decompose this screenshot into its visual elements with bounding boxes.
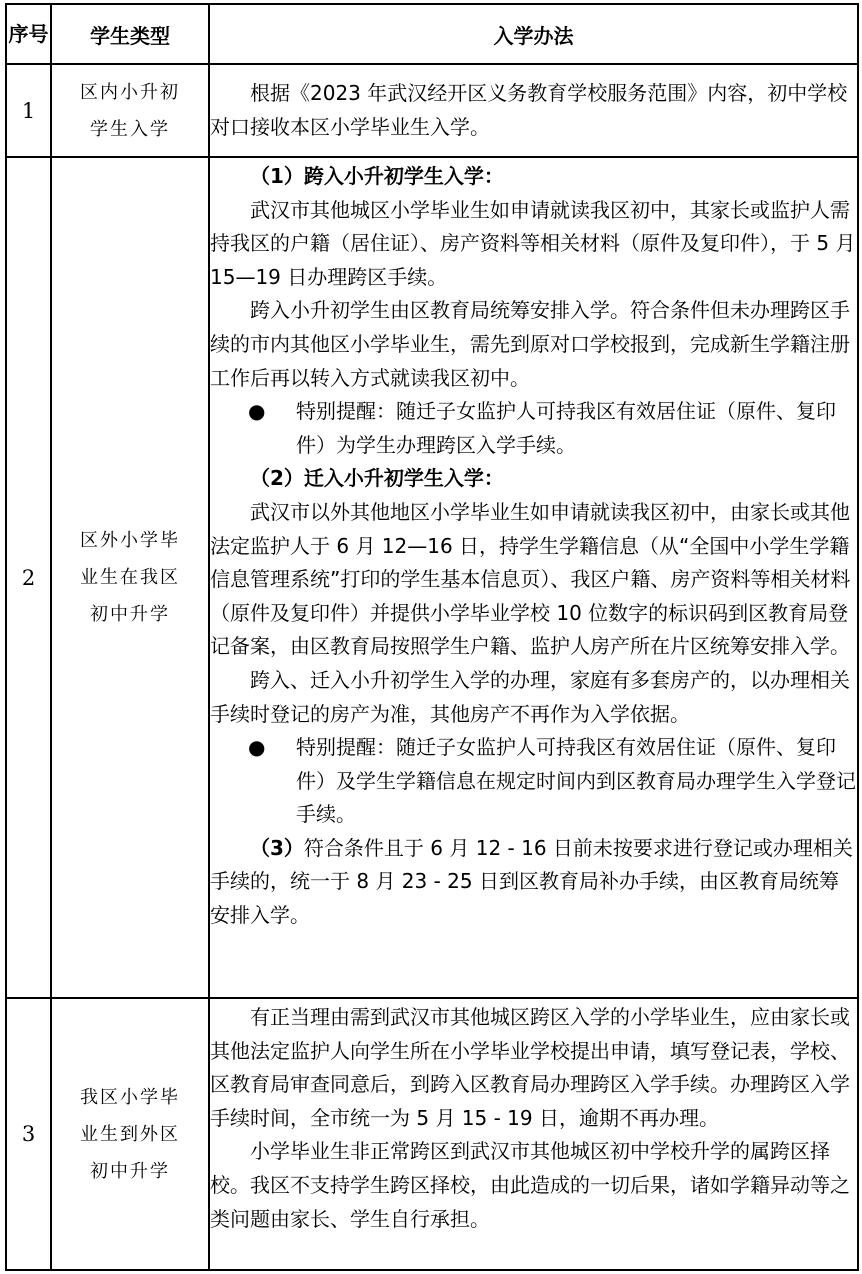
paragraph: 跨入小升初学生由区教育局统筹安排入学。符合条件但未办理跨区手续的市内其他区小学毕业生，需先到原对口学校报到，完成新生学籍注册工作后再以转入方式就读我区初中。: [210, 298, 850, 390]
student-type-line: 区内小升初: [80, 81, 180, 103]
student-type-line: 我区小学毕: [80, 1086, 180, 1108]
bullet-dot: ●: [248, 399, 266, 424]
method-cell: [209, 64, 858, 157]
bullet-item: [210, 731, 857, 832]
bullet-dot: ●: [248, 735, 266, 760]
table-row: [6, 157, 858, 998]
section-number: （3）: [250, 835, 304, 860]
row-number: 2: [6, 157, 51, 998]
bullet-text: 特别提醒：随迁子女监护人可持我区有效居住证（原件、复印件）及学生学籍信息在规定时间内到区教育局办理学生入学登记手续。: [296, 735, 856, 827]
enrollment-table: [5, 3, 859, 1271]
method-cell: [209, 157, 858, 998]
paragraph: 有正当理由需到武汉市其他城区跨区入学的小学毕业生，应由家长或其他法定监护人向学生所在小学毕业学校提出申请，填写登记表，学校、区教育局审查同意后，到跨入区教育局办理跨区入学手续。办理跨区入学手续时间，全市统一为 5 月 15 - 19 日，逾期不再办理。: [210, 1005, 850, 1130]
student-type-cell: [51, 157, 209, 998]
header-student-type: 学生类型: [51, 4, 209, 64]
paragraph: 跨入、迁入小升初学生入学的办理，家庭有多套房产的，以办理相关手续时登记的房产为准，其他房产不再作为入学依据。: [210, 667, 850, 726]
section-heading: （2）迁入小升初学生入学：: [250, 466, 504, 491]
student-type-cell: [51, 64, 209, 157]
student-type-line: 业生到外区: [80, 1123, 180, 1145]
paragraph-text: 符合条件且于 6 月 12 - 16 日前未按要求进行登记或办理相关手续的，统一于 8 月 23 - 25 日到区教育局补办手续，由区教育局统筹安排入学。: [210, 835, 853, 928]
student-type-line: 区外小学毕: [80, 530, 180, 551]
student-type-line: 初中升学: [90, 1160, 170, 1182]
table-row: [6, 998, 858, 1270]
header-seq: 序号: [6, 4, 51, 64]
student-type-line: 学生入学: [90, 118, 170, 140]
table-header-row: [6, 4, 858, 64]
paragraph: 小学毕业生非正常跨区到武汉市其他城区初中学校升学的属跨区择校。我区不支持学生跨区择校，由此造成的一切后果，诸如学籍异动等之类问题由家长、学生自行承担。: [210, 1139, 850, 1231]
paragraph: 武汉市其他城区小学毕业生如申请就读我区初中，其家长或监护人需持我区的户籍（居住证）、房产资料等相关材料（原件及复印件），于 5 月 15—19 日办理跨区手续。: [210, 197, 856, 289]
bullet-item: [210, 395, 857, 462]
paragraph: 武汉市以外其他地区小学毕业生如申请就读我区初中，由家长或其他法定监护人于 6 月 12—16 日，持学生学籍信息（从“全国中小学生学籍信息管理系统”打印的学生基本信息页）、我区户籍、房产资料等相关材料（原件及复印件）并提供小学毕业学校 10 位数字的标识码到区教育局登记备案，由区教育局按照学生户籍、监护人房产所在片区统筹安排入学。: [210, 499, 851, 659]
table-row: [6, 64, 858, 157]
method-cell: [209, 998, 858, 1270]
row-number: 3: [6, 998, 51, 1270]
bullet-text: 特别提醒：随迁子女监护人可持我区有效居住证（原件、复印件）为学生办理跨区入学手续。: [296, 399, 836, 457]
paragraph: [210, 832, 857, 933]
student-type-line: 业生在我区: [80, 567, 180, 588]
header-enrollment-method: 入学办法: [209, 4, 858, 64]
student-type-cell: [51, 998, 209, 1270]
row-number: 1: [6, 64, 51, 157]
student-type-line: 初中升学: [90, 604, 170, 625]
paragraph: 根据《2023 年武汉经开区义务教育学校服务范围》内容，初中学校对口接收本区小学毕业生入学。: [210, 81, 848, 139]
section-heading: （1）跨入小升初学生入学：: [250, 164, 504, 188]
